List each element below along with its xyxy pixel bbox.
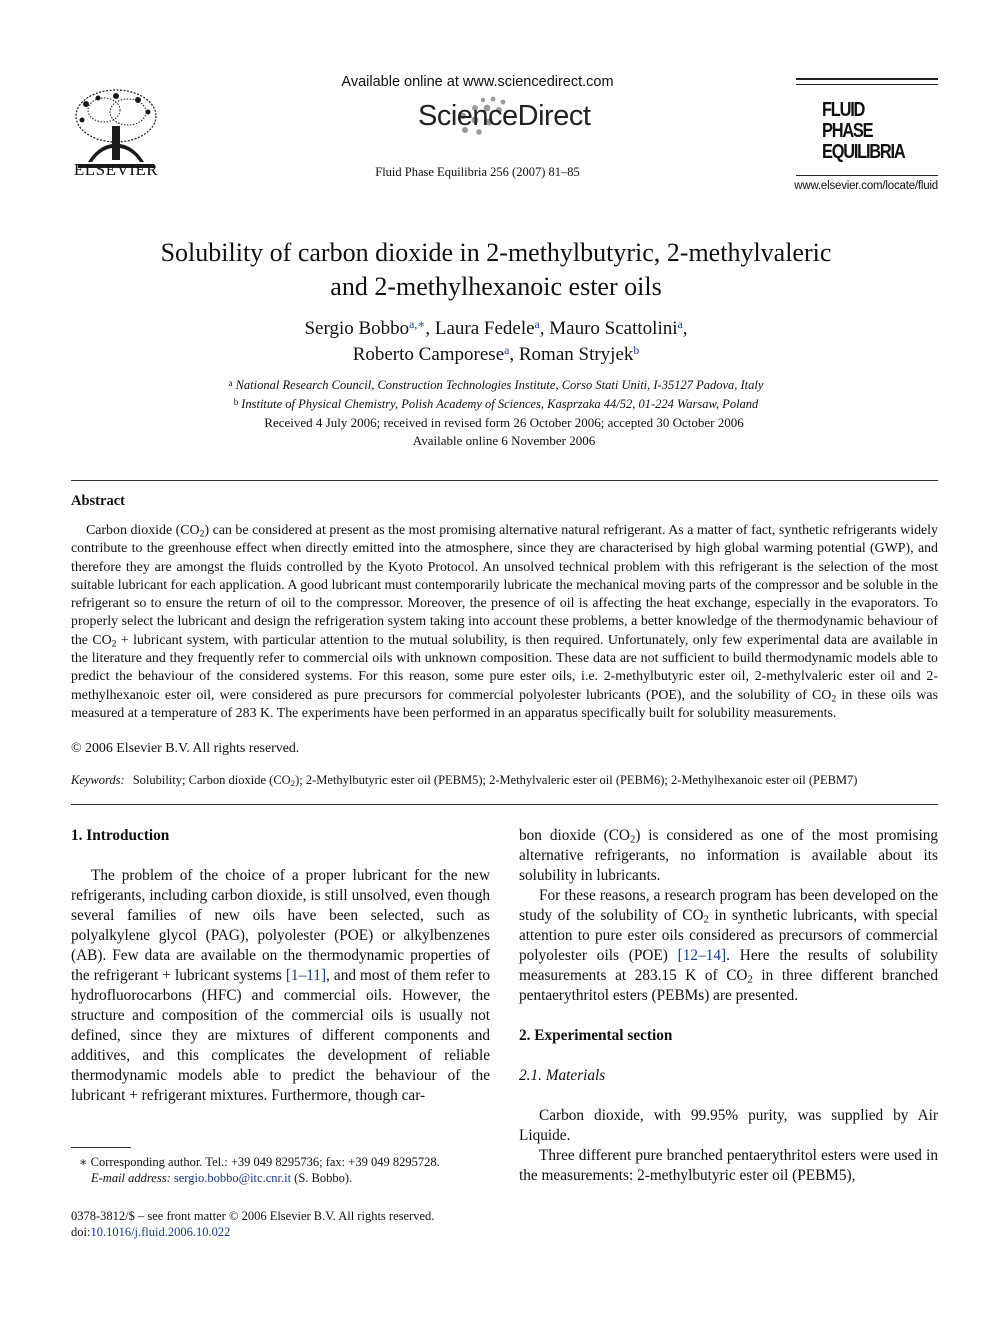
journal-logo-line2: EQUILIBRIA: [822, 141, 905, 163]
sciencedirect-wordmark: ScienceDirect: [418, 100, 591, 132]
text-seg: bon dioxide (CO: [519, 827, 630, 844]
title-line-2: and 2-methylhexanoic ester oils: [330, 272, 662, 301]
subscript: 2: [703, 913, 709, 926]
journal-citation: Fluid Phase Equilibria 256 (2007) 81–85: [375, 165, 580, 179]
spacer: [519, 1006, 938, 1026]
author-name: Roman Stryjek: [518, 344, 634, 365]
author-affil-link[interactable]: a,∗: [409, 318, 426, 332]
text-seg: , and most of them refer to hydrofluorocarbons (HFC) and commercial oils. However, the structure and composition of the commercial oils is usually not defined, since they are mixtures of different components and additives, and this complicates the development of reliable thermodynamic models able to predict the behaviour of the lubricant + refrigerant mixtures. Furthermore, though car-: [71, 967, 490, 1104]
issn-doi: [71, 1208, 490, 1240]
journal-logo-rule: [796, 84, 938, 85]
author-affil-link[interactable]: a: [504, 344, 510, 358]
abstract-text: [71, 522, 938, 723]
received-dates: Received 4 July 2006; received in revised form 26 October 2006; accepted 30 October 2006: [264, 415, 744, 430]
journal-logo-rule: [796, 78, 938, 80]
text-seg: in three different branched pentaerythritol esters (PEBMs) are presented.: [519, 967, 938, 1004]
section-divider: [71, 480, 938, 481]
affiliation-mark: a: [228, 378, 233, 388]
issn-line: 0378-3812/$ – see front matter © 2006 Elsevier B.V. All rights reserved.: [71, 1209, 435, 1223]
spacer: [71, 846, 490, 866]
text-seg: . Here the results of solubility measurements at 283.15 K of CO: [519, 947, 938, 984]
email-label: E-mail address:: [91, 1171, 171, 1185]
affiliation-text: Institute of Physical Chemistry, Polish Academy of Sciences, Kasprzaka 44/52, 01-224 Warsaw, Poland: [241, 397, 759, 411]
available-date: Available online 6 November 2006: [412, 433, 596, 448]
doi-label: doi:: [71, 1225, 91, 1239]
keywords-text: Solubility; Carbon dioxide (CO: [132, 773, 291, 787]
affiliations: [100, 375, 892, 413]
spacer: [519, 1086, 938, 1106]
publisher-name: ELSEVIER: [73, 160, 159, 179]
doi-link[interactable]: 10.1016/j.fluid.2006.10.022: [90, 1225, 231, 1239]
section-heading-introduction: 1. Introduction: [71, 827, 170, 844]
subsection-heading-materials: 2.1. Materials: [519, 1067, 606, 1084]
paragraph: [71, 866, 490, 1106]
footnote-line: ∗ Corresponding author. Tel.: +39 049 8295736; fax: +39 049 8295728.: [79, 1155, 440, 1169]
author-separator: ,: [682, 318, 688, 339]
corresponding-author-footnote: [71, 1154, 490, 1186]
footnote-rule: [71, 1147, 131, 1148]
author-separator: ,: [425, 318, 435, 339]
journal-url[interactable]: www.elsevier.com/locate/fluid: [794, 180, 938, 192]
email-link[interactable]: sergio.bobbo@itc.cnr.it: [173, 1171, 292, 1185]
subscript: 2: [111, 638, 117, 650]
text-seg: The problem of the choice of a proper lubricant for the new refrigerants, including carbon dioxide, is still unsolved, even though several families of new oils have been selected, such as polyalkylene glycol (PAG), polyolester (POE) or alkylbenzenes (AB). Few data are available on the thermodynamic properties of the refrigerant + lubricant systems: [71, 867, 490, 984]
body-column-left: [71, 826, 490, 1106]
affiliation-a: [100, 375, 892, 394]
affiliation-mark: b: [233, 397, 239, 407]
footnote-email-line: [71, 1170, 490, 1186]
available-online-text: Available online at www.sciencedirect.com: [341, 74, 614, 90]
paragraph: [519, 886, 938, 1006]
abstract-heading: Abstract: [71, 493, 125, 509]
doi-line: [71, 1224, 490, 1240]
author-name: Roberto Camporese: [352, 344, 505, 365]
author-name: Sergio Bobbo: [304, 318, 410, 339]
title-line-1: Solubility of carbon dioxide in 2-methylbutyric, 2-methylvaleric: [160, 238, 832, 267]
affiliation-text: National Research Council, Construction Technologies Institute, Corso Stati Uniti, I-35127 Padova, Italy: [235, 378, 764, 392]
author-name: Mauro Scattolini: [549, 318, 678, 339]
text-seg: For these reasons, a research program has been developed on the study of the solubility of CO: [519, 887, 938, 924]
paragraph: [519, 826, 938, 886]
abstract-seg: + lubricant system, with particular attention to the mutual solubility, is then required. Unfortunately, only few experimental data are available in the literature and they frequently refer to commercial oils with unknown composition. These data are not sufficient to build thermodynamic models able to predict the behaviour of the considered systems. For this reason, some pure ester oils, i.e. 2-methylbutyric ester oil, 2-methylvaleric ester oil and 2-methylhexanoic ester oil, were considered as pure precursors for commercial polyolester lubricants (POE), and the solubility of CO: [71, 632, 938, 703]
author-affil-link[interactable]: a: [534, 318, 540, 332]
author-separator: ,: [509, 344, 519, 365]
subscript: 2: [629, 833, 636, 846]
paragraph: Carbon dioxide, with 99.95% purity, was supplied by Air Liquide.: [519, 1107, 938, 1144]
keywords-label: Keywords:: [71, 773, 125, 787]
copyright-line: © 2006 Elsevier B.V. All rights reserved.: [71, 741, 300, 756]
paragraph: Three different pure branched pentaerythritol esters were used in the measurements: 2-methylbutyric ester oil (PEBM5),: [519, 1147, 938, 1184]
subscript: 2: [290, 778, 296, 789]
author-separator: ,: [539, 318, 550, 339]
author-name: Laura Fedele: [434, 318, 535, 339]
author-affil-link[interactable]: a: [677, 318, 683, 332]
subscript: 2: [831, 693, 837, 705]
article-dates: [100, 414, 908, 450]
journal-logo-line1: FLUID PHASE: [822, 99, 873, 142]
abstract-seg: Carbon dioxide (CO: [86, 523, 200, 538]
section-heading-experimental: 2. Experimental section: [519, 1027, 673, 1044]
section-divider: [71, 804, 938, 805]
citation-link[interactable]: [1–11]: [285, 967, 327, 984]
subscript: 2: [747, 973, 753, 986]
email-tail: (S. Bobbo).: [291, 1171, 353, 1185]
body-column-right: [519, 826, 938, 1186]
citation-link[interactable]: [12–14]: [677, 947, 727, 964]
text-seg: ) is considered as one of the most promising alternative refrigerants, no information is available about its solubility in lubricants.: [519, 827, 938, 884]
paper-title: [100, 236, 892, 304]
text-seg: in synthetic lubricants, with special attention to pure ester oils considered as precursors of commercial polyolester oils (POE): [519, 907, 938, 964]
spacer: [519, 1046, 938, 1066]
abstract-seg: in these oils was measured at a temperature of 283 K. The experiments have been performed in an apparatus specifically built for solubility measurements.: [71, 687, 939, 721]
author-affil-link[interactable]: b: [633, 344, 640, 358]
journal-logo-rule: [796, 175, 938, 176]
keywords: [71, 773, 938, 788]
keywords-text: ); 2-Methylbutyric ester oil (PEBM5); 2-Methylvaleric ester oil (PEBM6); 2-Methylhexanoic ester oil (PEBM7): [295, 773, 858, 787]
author-list: [100, 316, 892, 368]
abstract-seg: ) can be considered at present as the most promising alternative natural refrigerant. As a matter of fact, synthetic refrigerants widely contribute to the greenhouse effect when directly emitted into the atmosphere, since they are characterised by high global warming potential (GWP), and therefore they are amongst the fluids controlled by the Kyoto Protocol. An unsolved technical problem with this refrigerant is the selection of the most suitable lubricant for each application. A good lubricant must contemporarily lubricate the mechanical moving parts of the compressor and be soluble in the refrigerant so to ensure the return of oil to the compressor. Moreover, the presence of oil is affecting the heat exchange, especially in the evaporators. To properly select the lubricant and design the refrigeration system taking into account these problems, a better knowledge of the thermodynamic behaviour of the CO: [71, 523, 938, 648]
subscript: 2: [199, 528, 205, 540]
affiliation-b: [100, 394, 892, 413]
journal-logo: [822, 100, 912, 163]
